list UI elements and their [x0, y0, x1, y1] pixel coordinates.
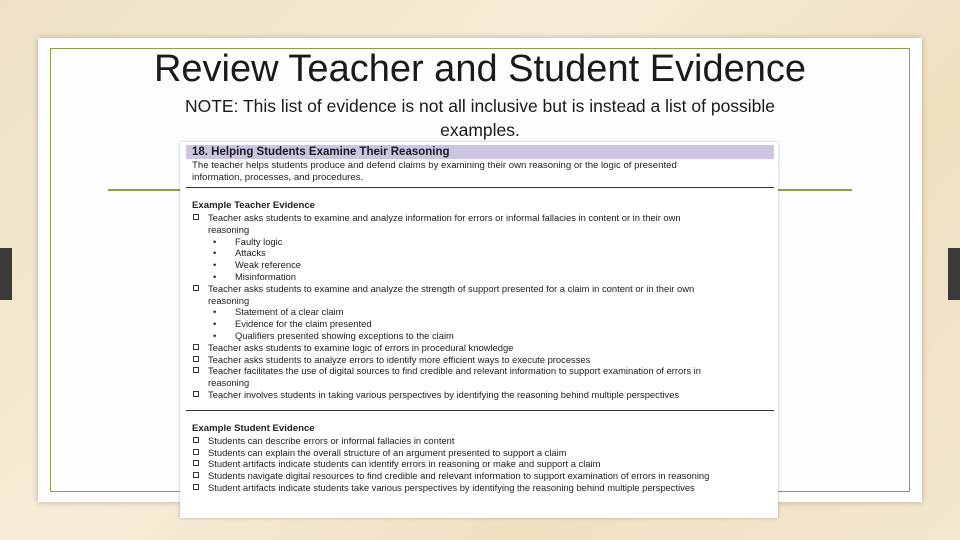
- note-line-1: NOTE: This list of evidence is not all inclusive but is instead a list of possible: [184, 96, 776, 116]
- checkbox-icon: [193, 437, 199, 443]
- teacher-evidence-item: [186, 365, 774, 377]
- bullet-icon: •: [213, 329, 217, 341]
- teacher-evidence-item: [186, 389, 774, 401]
- bullet-item: [186, 247, 774, 259]
- teacher-evidence-title: Example Teacher Evidence: [192, 200, 316, 211]
- item-text: Students can explain the overall structure of an argument presented to support a claim: [208, 446, 567, 458]
- bullet-icon: •: [213, 247, 217, 259]
- student-evidence-item: [186, 447, 774, 459]
- evidence-document: [180, 142, 778, 518]
- checkbox-icon: [193, 285, 199, 291]
- teacher-evidence-item: [186, 212, 774, 224]
- item-continuation: reasoning: [208, 294, 250, 306]
- student-evidence-item: [186, 470, 774, 482]
- item-text: Teacher asks students to examine and analyze the strength of support presented for a claim in content or in their own: [208, 282, 695, 294]
- student-evidence-item: [186, 435, 774, 447]
- item-text: Teacher asks students to examine logic of errors in procedural knowledge: [208, 341, 514, 353]
- item-continuation: reasoning: [208, 377, 250, 389]
- item-text: Teacher asks students to analyze errors to identify more efficient ways to execute processes: [208, 353, 591, 365]
- item-text: Teacher facilitates the use of digital sources to find credible and relevant information to support examination of errors in: [208, 365, 701, 377]
- checkbox-icon: [193, 367, 199, 373]
- item-text: Students can describe errors or informal fallacies in content: [208, 434, 455, 446]
- bullet-text: Weak reference: [235, 259, 302, 271]
- description-line-2: information, processes, and procedures.: [192, 172, 364, 183]
- checkbox-icon: [193, 391, 199, 397]
- bullet-item: [186, 318, 774, 330]
- bullet-text: Qualifiers presented showing exceptions to the claim: [235, 329, 454, 341]
- bullet-text: Attacks: [235, 247, 266, 259]
- left-accent-line: [108, 189, 184, 191]
- student-evidence-item: [186, 458, 774, 470]
- slide-note: [130, 94, 830, 142]
- checkbox-icon: [193, 460, 199, 466]
- checkbox-icon: [193, 344, 199, 350]
- student-evidence-item: [186, 482, 774, 494]
- bullet-icon: •: [213, 306, 217, 318]
- bullet-icon: •: [213, 235, 217, 247]
- left-side-tab: [0, 248, 12, 300]
- teacher-evidence-item: [186, 283, 774, 295]
- bullet-item: [186, 330, 774, 342]
- checkbox-icon: [193, 214, 199, 220]
- item-text: Students navigate digital resources to find credible and relevant information to support examination of errors in reasoning: [208, 470, 710, 482]
- bullet-icon: •: [213, 259, 217, 271]
- item-continuation: reasoning: [208, 223, 250, 235]
- checkbox-icon: [193, 449, 199, 455]
- checkbox-icon: [193, 484, 199, 490]
- bullet-text: Faulty logic: [235, 235, 283, 247]
- right-accent-line: [776, 189, 852, 191]
- bullet-item: [186, 259, 774, 271]
- note-line-2: examples.: [440, 120, 520, 140]
- document-description: [186, 159, 774, 184]
- item-text: Teacher involves students in taking various perspectives by identifying the reasoning behind multiple perspectives: [208, 388, 680, 400]
- slide-title: Review Teacher and Student Evidence: [153, 48, 807, 90]
- teacher-evidence-item: [186, 342, 774, 354]
- item-text: Student artifacts indicate students can identify errors in reasoning or make and support a claim: [208, 458, 601, 470]
- teacher-evidence-item: [186, 354, 774, 366]
- bullet-item: [186, 306, 774, 318]
- bullet-item: [186, 236, 774, 248]
- checkbox-icon: [193, 356, 199, 362]
- description-line-1: The teacher helps students produce and defend claims by examining their own reasoning or the logic of presented: [192, 160, 677, 171]
- bullet-text: Statement of a clear claim: [235, 306, 344, 318]
- document-header: 18. Helping Students Examine Their Reasoning: [186, 145, 774, 159]
- right-side-tab: [948, 248, 960, 300]
- bullet-icon: •: [213, 270, 217, 282]
- bullet-text: Misinformation: [235, 270, 296, 282]
- item-text: Teacher asks students to examine and analyze information for errors or informal fallacies in content or in their own: [208, 212, 681, 223]
- checkbox-icon: [193, 472, 199, 478]
- student-evidence-title: Example Student Evidence: [192, 422, 315, 434]
- bullet-icon: •: [213, 318, 217, 330]
- bullet-text: Evidence for the claim presented: [235, 318, 372, 330]
- bullet-item: [186, 271, 774, 283]
- item-text: Student artifacts indicate students take various perspectives by identifying the reasoning behind multiple perspectives: [208, 481, 695, 493]
